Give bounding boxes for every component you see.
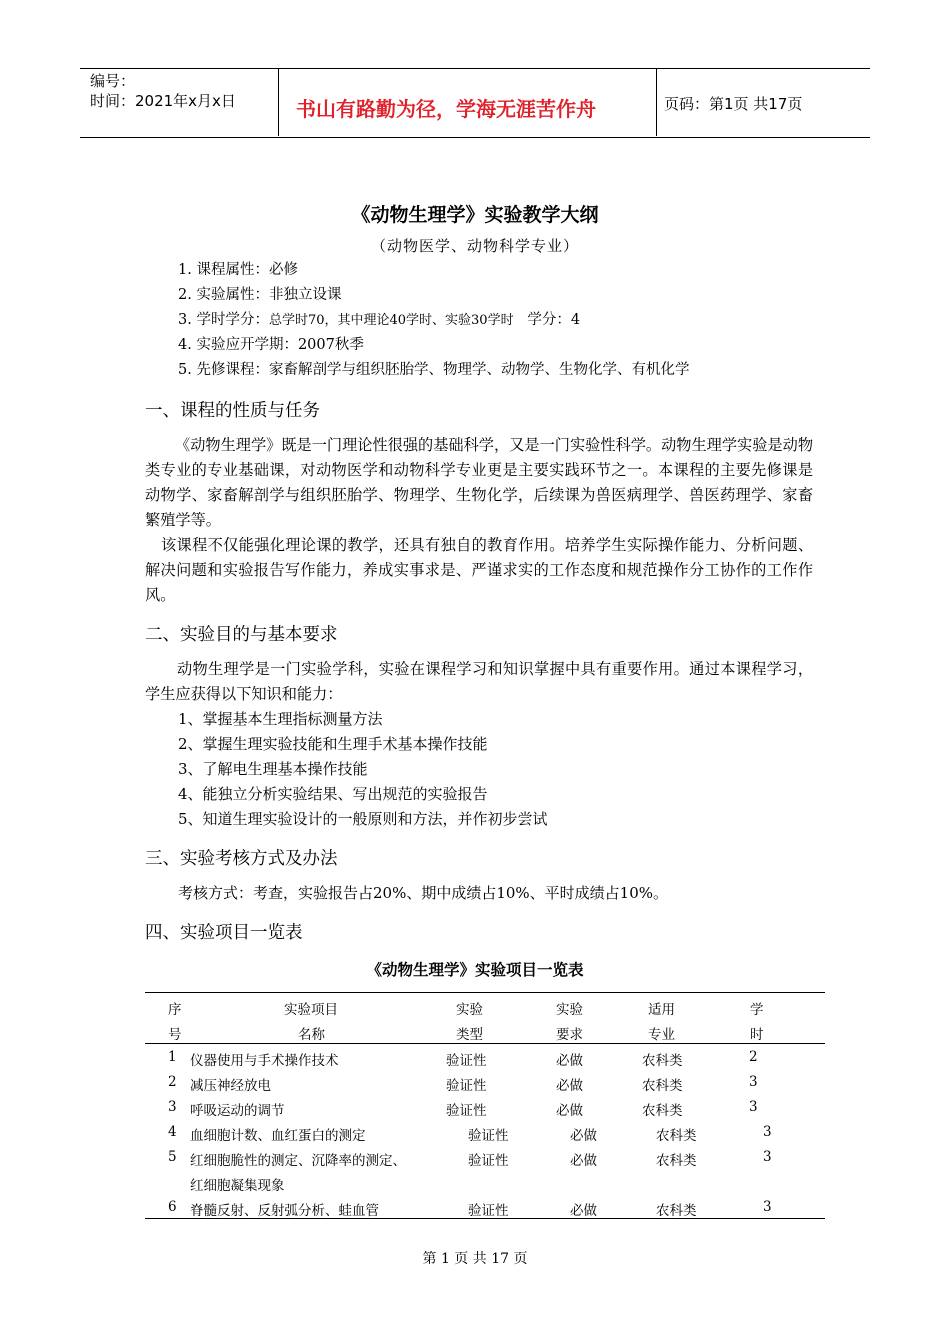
section-heading: 一、课程的性质与任务 (145, 401, 320, 421)
section-paragraph: 《动物生理学》既是一门理论性很强的基础科学，又是一门实验性科学。动物生理学实验是动物类专业的专业基础课，对动物医学和动物科学专业更是主要实践环节之一。本课程的主要先修课是动物学、家畜解剖学与组织胚胎学、物理学、生物化学，后续课为兽医病理学、兽医药理学、家畜繁殖学等。 (145, 436, 813, 529)
document-subtitle: （动物医学、动物科学专业） (370, 237, 579, 255)
header-code: 编号： (90, 72, 136, 90)
section-heading: 二、实验目的与基本要求 (145, 625, 338, 645)
row-2-type: 验证性 (446, 1078, 487, 1094)
row-2-req: 必做 (556, 1078, 583, 1094)
objective-item: 2、掌握生理实验技能和生理手术基本操作技能 (178, 735, 488, 753)
th-name: 实验项目 (284, 1002, 338, 1018)
row-3-req: 必做 (556, 1103, 583, 1119)
th-type: 实验 (456, 1002, 483, 1018)
row-4-req: 必做 (570, 1128, 597, 1144)
section-heading: 四、实验项目一览表 (145, 923, 303, 943)
section-paragraph: 考核方式：考查，实验报告占20%、期中成绩占10%、平时成绩占10%。 (178, 884, 669, 902)
row-5-major: 农科类 (656, 1153, 697, 1169)
row-3-seq: 3 (168, 1099, 177, 1115)
header-divider (656, 68, 657, 136)
row-2-name: 减压神经放电 (190, 1078, 271, 1094)
row-3-hours: 3 (749, 1099, 758, 1115)
row-1-type: 验证性 (446, 1053, 487, 1069)
row-1-name: 仪器使用与手术操作技术 (190, 1053, 339, 1069)
row-1-req: 必做 (556, 1053, 583, 1069)
row-4-seq: 4 (168, 1124, 177, 1140)
header-motto: 书山有路勤为径，学海无涯苦作舟 (296, 97, 596, 121)
info-item-hours (178, 308, 580, 333)
row-5-type: 验证性 (468, 1153, 509, 1169)
table-top-rule (145, 992, 825, 993)
header-divider (278, 68, 279, 136)
th-seq: 号 (168, 1027, 182, 1043)
objective-item: 4、能独立分析实验结果、写出规范的实验报告 (178, 785, 488, 803)
info-credit: 学分：4 (527, 312, 581, 328)
row-6-seq: 6 (168, 1199, 177, 1215)
document-title: 《动物生理学》实验教学大纲 (351, 204, 599, 226)
row-2-major: 农科类 (642, 1078, 683, 1094)
objective-item: 1、掌握基本生理指标测量方法 (178, 710, 383, 728)
row-6-name: 脊髓反射、反射弧分析、蛙血管 (190, 1203, 379, 1219)
info-item: 2. 实验属性：非独立设课 (178, 287, 342, 303)
row-6-req: 必做 (570, 1203, 597, 1219)
section-heading: 三、实验考核方式及办法 (145, 849, 338, 869)
info-item: 4. 实验应开学期：2007秋季 (178, 337, 364, 353)
header-page-number: 页码：第1页 共17页 (664, 95, 803, 113)
row-5-hours: 3 (763, 1149, 772, 1165)
row-4-name: 血细胞计数、血红蛋白的测定 (190, 1128, 366, 1144)
row-3-major: 农科类 (642, 1103, 683, 1119)
row-6-major: 农科类 (656, 1203, 697, 1219)
section-paragraph: 该课程不仅能强化理论课的教学，还具有独自的教育作用。培养学生实际操作能力、分析问题、解决问题和实验报告写作能力，养成实事求是、严谨求实的工作态度和规范操作分工协作的工作作风。 (145, 536, 813, 604)
objective-item: 5、知道生理实验设计的一般原则和方法，并作初步尝试 (178, 810, 548, 828)
row-5-name: 红细胞脆性的测定、沉降率的测定、 (190, 1153, 406, 1169)
info-item: 1. 课程属性：必修 (178, 262, 298, 278)
row-1-hours: 2 (749, 1049, 758, 1065)
row-5-name-continued: 红细胞凝集现象 (190, 1178, 285, 1194)
header-time: 时间：2021年x月x日 (90, 92, 236, 110)
table-header-rule (145, 1043, 825, 1044)
row-4-type: 验证性 (468, 1128, 509, 1144)
row-6-hours: 3 (763, 1199, 772, 1215)
th-req: 要求 (556, 1027, 583, 1043)
row-3-name: 呼吸运动的调节 (190, 1103, 285, 1119)
table-title: 《动物生理学》实验项目一览表 (366, 961, 584, 979)
info-hours-label: 3. 学时学分： (178, 312, 269, 328)
row-6-type: 验证性 (468, 1203, 509, 1219)
th-req: 实验 (556, 1002, 583, 1018)
row-5-seq: 5 (168, 1149, 177, 1165)
row-5-req: 必做 (570, 1153, 597, 1169)
info-item: 5. 先修课程：家畜解剖学与组织胚胎学、物理学、动物学、生物化学、有机化学 (178, 362, 690, 378)
th-major: 专业 (648, 1027, 675, 1043)
row-4-major: 农科类 (656, 1128, 697, 1144)
page-footer: 第 1 页 共 17 页 (422, 1251, 528, 1267)
objective-item: 3、了解电生理基本操作技能 (178, 760, 368, 778)
row-1-major: 农科类 (642, 1053, 683, 1069)
th-hours: 时 (750, 1027, 764, 1043)
th-name: 名称 (298, 1027, 325, 1043)
th-seq: 序 (168, 1002, 182, 1018)
th-hours: 学 (750, 1002, 764, 1018)
row-4-hours: 3 (763, 1124, 772, 1140)
th-major: 适用 (648, 1002, 675, 1018)
row-2-seq: 2 (168, 1074, 177, 1090)
row-2-hours: 3 (749, 1074, 758, 1090)
row-3-type: 验证性 (446, 1103, 487, 1119)
info-hours-detail: 总学时70，其中理论40学时、实验30学时 (268, 313, 514, 328)
th-type: 类型 (456, 1027, 483, 1043)
section-paragraph: 动物生理学是一门实验学科，实验在课程学习和知识掌握中具有重要作用。通过本课程学习，学生应获得以下知识和能力： (145, 660, 813, 703)
row-1-seq: 1 (168, 1049, 177, 1065)
